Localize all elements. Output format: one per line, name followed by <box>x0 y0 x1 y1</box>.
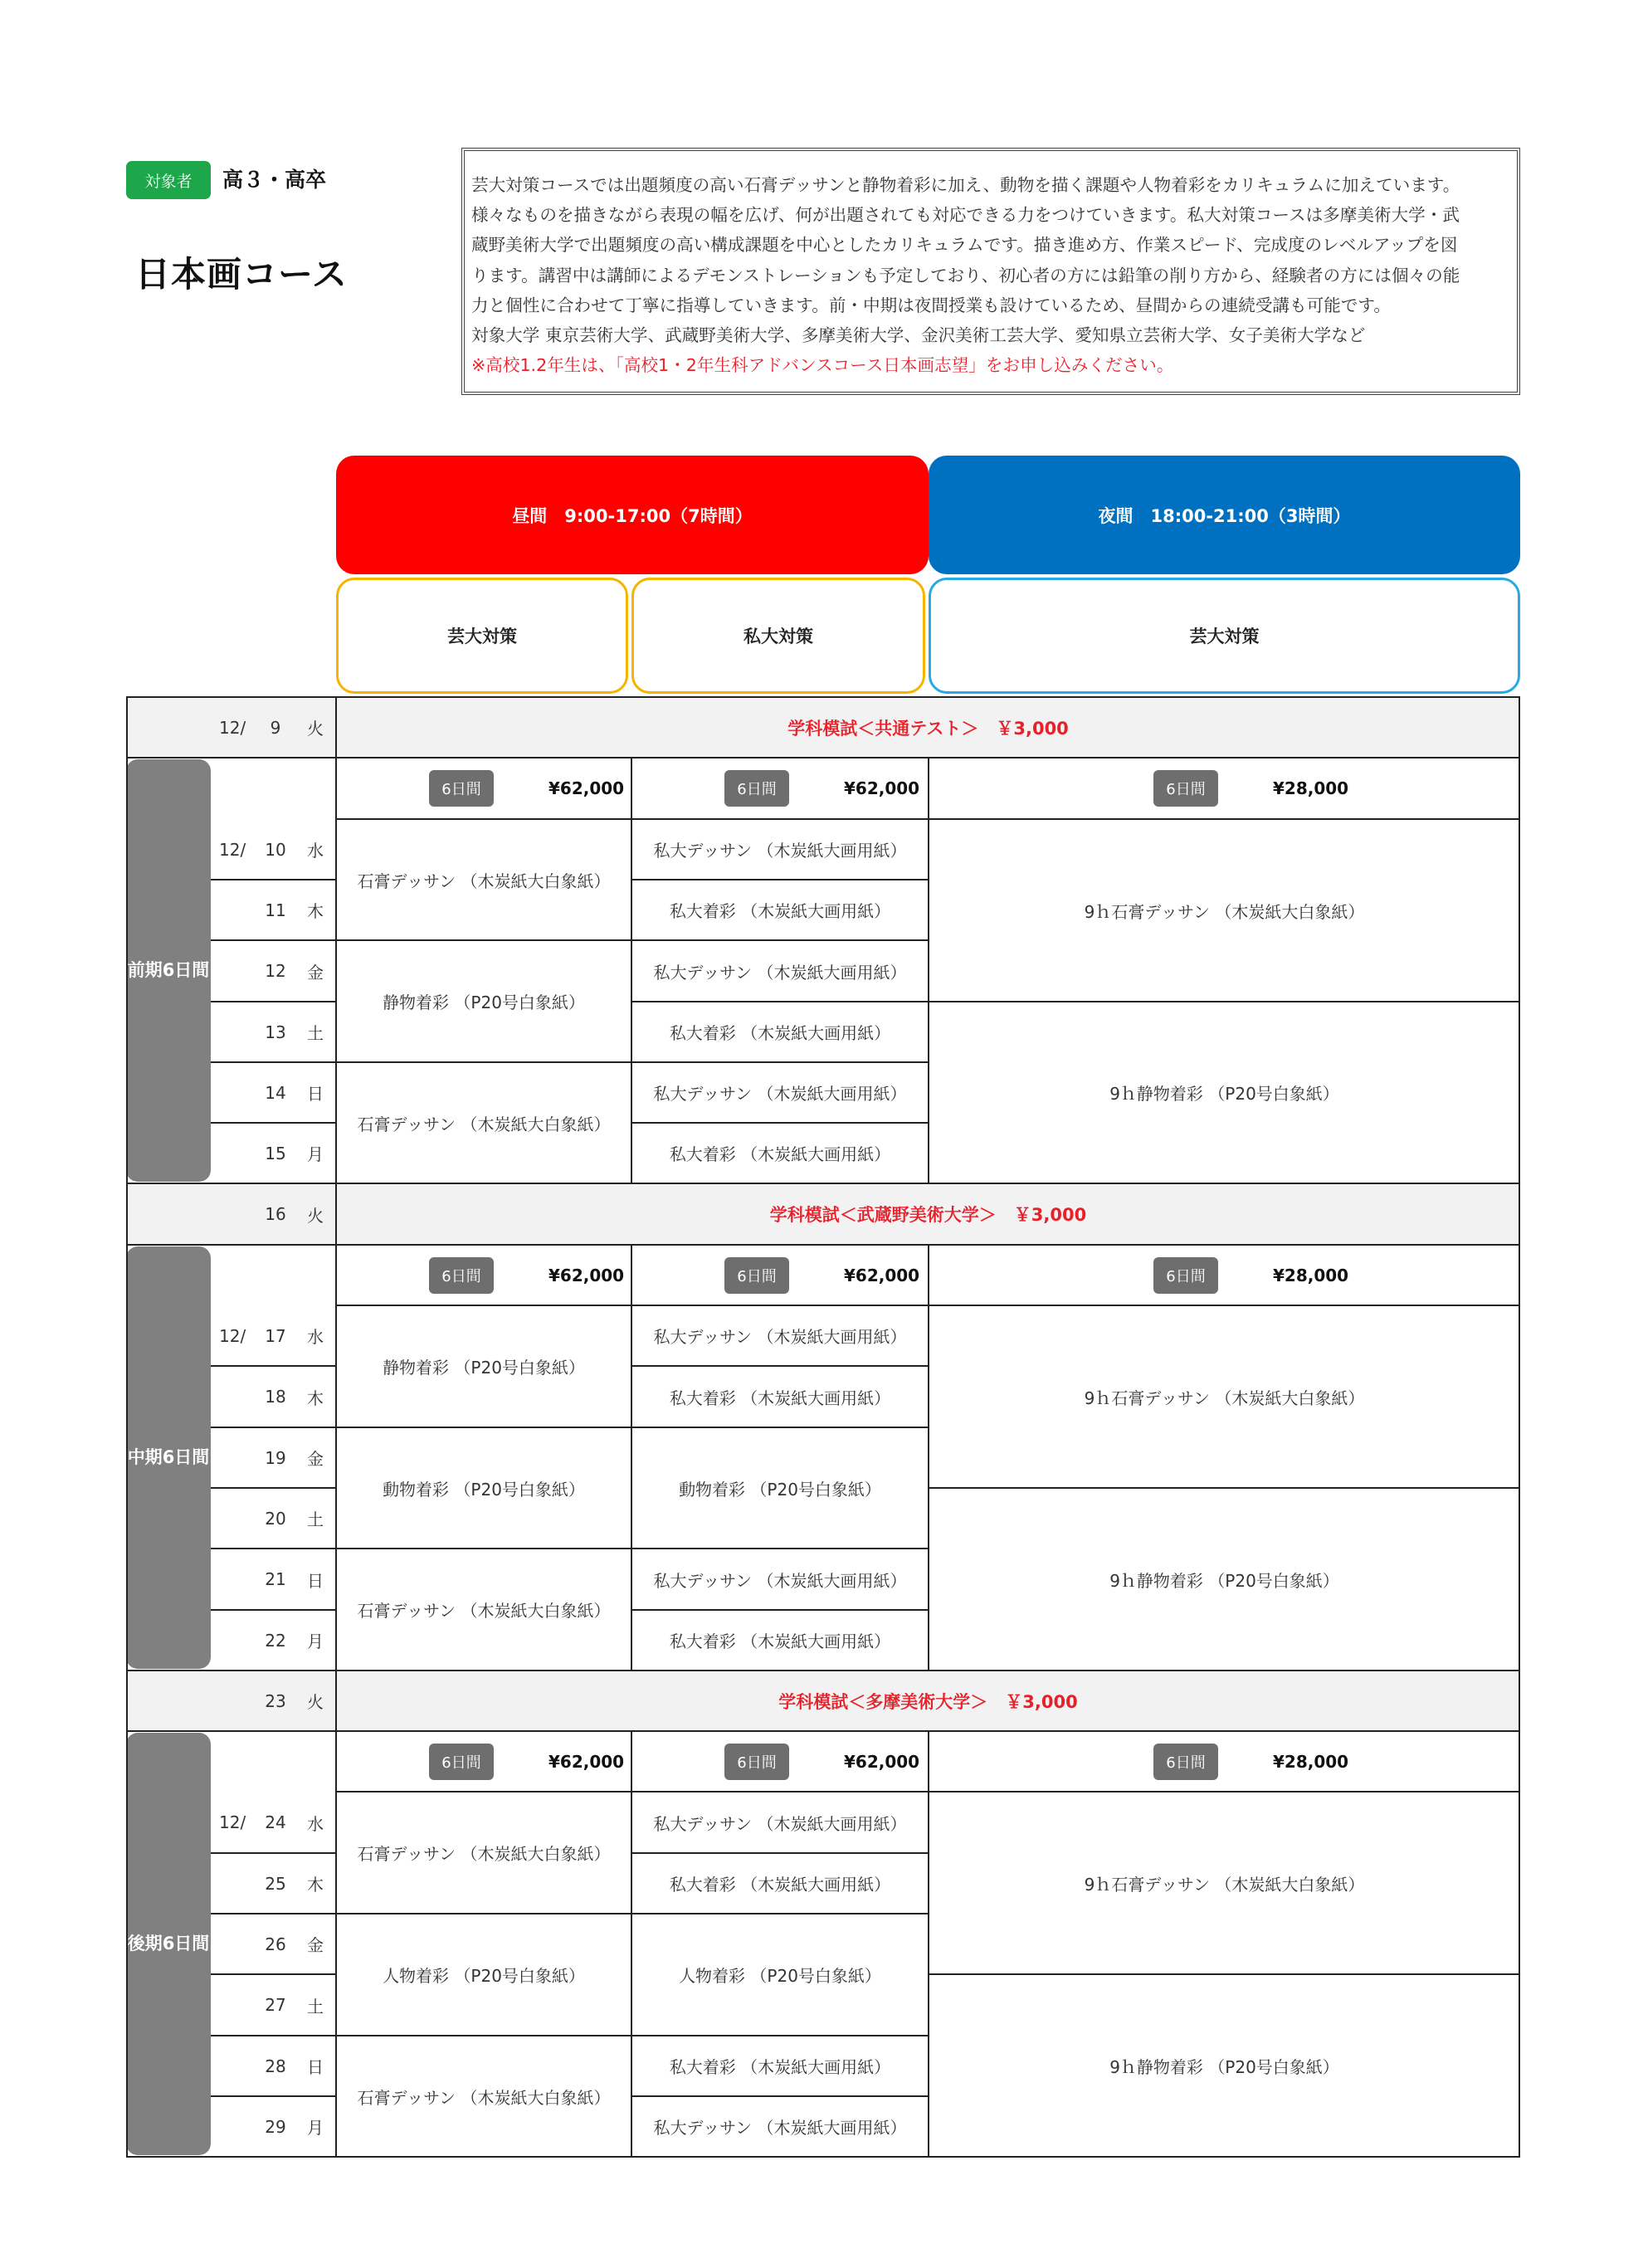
shidai-class: 私大デッサン （木炭紙大画用紙） <box>653 1327 907 1347</box>
price-value: ¥62,000 <box>548 778 625 798</box>
geidai-class: 人物着彩 （P20号白象紙） <box>383 1966 585 1986</box>
date-day: 9 <box>270 717 281 738</box>
price-cell <box>336 1731 631 1792</box>
target-badge: 対象者 <box>126 161 211 199</box>
geidai-class: 動物着彩 （P20号白象紙） <box>383 1479 585 1500</box>
date-day: 17 <box>265 1325 286 1346</box>
date-weekday: 日 <box>307 2057 324 2077</box>
shidai-class: 私大デッサン （木炭紙大画用紙） <box>653 1570 907 1591</box>
date-weekday: 水 <box>307 841 324 861</box>
date-day: 13 <box>265 1022 286 1042</box>
date-day: 14 <box>265 1082 286 1103</box>
price-cell <box>631 1245 929 1305</box>
duration-pill: 6日間 <box>1153 1744 1218 1780</box>
shidai-class: 人物着彩 （P20号白象紙） <box>679 1966 881 1986</box>
date-weekday: 木 <box>307 1388 324 1408</box>
daytime-header: 昼間 9:00-17:00（7時間） <box>336 456 929 574</box>
shidai-class: 私大着彩 （木炭紙大画用紙） <box>669 1144 891 1164</box>
price-cell <box>336 758 631 819</box>
grid-line <box>211 1487 336 1489</box>
date-day: 20 <box>265 1508 286 1529</box>
date-weekday: 土 <box>307 1023 324 1043</box>
price-cell <box>929 758 1520 819</box>
date-weekday: 木 <box>307 1875 324 1895</box>
grid-line <box>928 1731 929 2157</box>
grid-line <box>211 1061 336 1063</box>
grid-line <box>211 1001 336 1002</box>
date-weekday: 日 <box>307 1570 324 1591</box>
period-text: 後期 <box>127 1934 163 1953</box>
shidai-class: 私大着彩 （木炭紙大画用紙） <box>669 1875 891 1895</box>
duration-pill: 6日間 <box>724 770 789 807</box>
grid-line <box>335 1183 337 1245</box>
shidai-class: 私大デッサン （木炭紙大画用紙） <box>653 962 907 983</box>
date-month <box>219 880 252 940</box>
date-weekday: 木 <box>307 901 324 921</box>
grid-line <box>928 1245 929 1671</box>
date-month <box>219 1671 252 1731</box>
grid-line <box>211 2035 336 2036</box>
date-day: 10 <box>265 839 286 860</box>
schedule-table <box>126 697 1520 2158</box>
shidai-day-header: 私大対策 <box>631 578 925 694</box>
grid-line <box>335 1731 337 2157</box>
date-month: 12/ <box>219 1325 246 1346</box>
grid-line <box>126 2156 1520 2158</box>
date-day: 19 <box>265 1447 286 1468</box>
geidai-class: 石膏デッサン （木炭紙大白象紙） <box>357 1114 611 1134</box>
date-month: 12/ <box>219 1812 246 1832</box>
exam-label: 学科模試＜共通テスト＞ ￥3,000 <box>787 718 1069 739</box>
nighttime-header: 夜間 18:00-21:00（3時間） <box>929 456 1520 574</box>
price-cell <box>929 1245 1520 1305</box>
shidai-class: 私大デッサン （木炭紙大画用紙） <box>653 2118 907 2138</box>
shidai-class: 私大着彩 （木炭紙大画用紙） <box>669 2057 891 2077</box>
geidai-class: 石膏デッサン （木炭紙大白象紙） <box>357 1844 611 1864</box>
price-cell <box>336 1245 631 1305</box>
price-value: ¥62,000 <box>548 1265 625 1285</box>
grid-line <box>631 758 632 1183</box>
price-value: ¥28,000 <box>1273 1751 1349 1772</box>
date-weekday: 土 <box>307 1510 324 1529</box>
course-description <box>461 148 1520 395</box>
price-value: ¥62,000 <box>844 1265 920 1285</box>
description-line: 力と個性に合わせて丁寧に指導していきます。前・中期は夜間授業も設けているため、昼間からの連続受講も可能です。 <box>471 295 1391 315</box>
date-month <box>219 2036 252 2096</box>
geidai-class: 石膏デッサン （木炭紙大白象紙） <box>357 1601 611 1621</box>
night-class: 9ｈ静物着彩 （P20号白象紙） <box>1109 1570 1339 1591</box>
price-value: ¥62,000 <box>844 778 920 798</box>
date-day: 18 <box>265 1387 286 1407</box>
geidai-class: 石膏デッサン （木炭紙大白象紙） <box>357 871 611 891</box>
date-weekday: 水 <box>307 1327 324 1347</box>
date-weekday: 火 <box>307 1205 324 1226</box>
description-note: ※高校1.2年生は、「高校1・2年生科アドバンスコース日本画志望」をお申し込みください。 <box>471 355 1174 376</box>
price-cell <box>631 1731 929 1792</box>
duration-pill: 6日間 <box>724 1744 789 1780</box>
date-weekday: 金 <box>307 1449 324 1469</box>
grid-line <box>211 1913 336 1914</box>
price-value: ¥62,000 <box>548 1751 625 1772</box>
description-line: 様々なものを描きながら表現の幅を広げ、何が出題されても対応できる力をつけていきます。私大対策コースは多摩美術大学・武 <box>471 205 1460 226</box>
period-text: 前期 <box>127 960 163 980</box>
duration-pill: 6日間 <box>724 1257 789 1294</box>
date-month <box>219 1974 252 2036</box>
shidai-class: 私大着彩 （木炭紙大画用紙） <box>669 1631 891 1651</box>
period-text: 中期 <box>127 1447 163 1467</box>
date-day: 25 <box>265 1873 286 1894</box>
night-class: 9ｈ石膏デッサン （木炭紙大白象紙） <box>1084 1874 1365 1895</box>
date-month <box>219 1123 252 1183</box>
grid-line <box>211 1973 336 1975</box>
date-day: 15 <box>265 1143 286 1163</box>
date-weekday: 月 <box>307 1144 324 1164</box>
date-day: 23 <box>265 1690 286 1711</box>
period-label <box>126 1733 211 2155</box>
exam-label: 学科模試＜多摩美術大学＞ ￥3,000 <box>778 1691 1078 1712</box>
night-class: 9ｈ静物着彩 （P20号白象紙） <box>1109 2056 1339 2077</box>
date-weekday: 金 <box>307 1935 324 1955</box>
night-class: 9ｈ石膏デッサン （木炭紙大白象紙） <box>1084 901 1365 922</box>
grid-line <box>211 2095 336 2097</box>
date-month <box>219 1062 252 1123</box>
duration-pill: 6日間 <box>1153 1257 1218 1294</box>
description-line: 対象大学 東京芸術大学、武蔵野美術大学、多摩美術大学、金沢美術工芸大学、愛知県立芸術大学、女子美術大学など <box>471 325 1366 346</box>
shidai-class: 私大デッサン （木炭紙大画用紙） <box>653 1813 907 1834</box>
date-month <box>219 1914 252 1974</box>
shidai-class: 私大着彩 （木炭紙大画用紙） <box>669 1388 891 1408</box>
shidai-class: 私大デッサン （木炭紙大画用紙） <box>653 1084 907 1104</box>
date-day: 29 <box>265 2116 286 2137</box>
shidai-class: 私大着彩 （木炭紙大画用紙） <box>669 1023 891 1043</box>
shidai-class: 動物着彩 （P20号白象紙） <box>679 1479 881 1500</box>
grid-line <box>631 1731 632 2157</box>
date-day: 27 <box>265 1995 286 2015</box>
date-month <box>219 2096 252 2157</box>
grid-line <box>126 697 128 2157</box>
date-month: 12/ <box>219 839 246 860</box>
date-month <box>219 1549 252 1610</box>
grid-line <box>335 1245 337 1671</box>
night-class: 9ｈ石膏デッサン （木炭紙大白象紙） <box>1084 1388 1365 1408</box>
date-day: 22 <box>265 1630 286 1651</box>
duration-pill: 6日間 <box>429 1744 494 1780</box>
page-title: 日本画コース <box>135 254 348 295</box>
price-value: ¥28,000 <box>1273 778 1349 798</box>
date-month <box>219 1853 252 1914</box>
duration-pill: 6日間 <box>429 770 494 807</box>
grid-line <box>211 1609 336 1611</box>
date-day: 21 <box>265 1569 286 1589</box>
description-line: ります。講習中は講師によるデモンストレーションも予定しており、初心者の方には鉛筆の削り方から、経験者の方には個々の能 <box>471 265 1460 285</box>
period-label <box>126 759 211 1182</box>
geidai-class: 静物着彩 （P20号白象紙） <box>383 993 585 1012</box>
duration-pill: 6日間 <box>429 1257 494 1294</box>
date-day: 28 <box>265 2056 286 2076</box>
grid-line <box>211 1427 336 1428</box>
night-class: 9ｈ静物着彩 （P20号白象紙） <box>1109 1084 1339 1104</box>
exam-label: 学科模試＜武蔵野美術大学＞ ￥3,000 <box>769 1205 1087 1225</box>
period-label <box>126 1246 211 1669</box>
date-weekday: 月 <box>307 1631 324 1651</box>
date-month <box>219 1488 252 1549</box>
geidai-day-header: 芸大対策 <box>336 578 628 694</box>
price-cell <box>631 758 929 819</box>
date-weekday: 火 <box>307 1692 324 1712</box>
grid-line <box>335 1671 337 1731</box>
grid-line <box>211 1548 336 1549</box>
grid-line <box>335 697 337 758</box>
period-text: 6日間 <box>162 1447 210 1467</box>
price-value: ¥28,000 <box>1273 1265 1349 1285</box>
date-month <box>219 1366 252 1427</box>
description-line: 蔵野美術大学で出題頻度の高い構成課題を中心としたカリキュラムです。描き進め方、作業スピード、完成度のレベルアップを図 <box>471 235 1458 256</box>
date-month <box>219 1183 252 1245</box>
geidai-class: 静物着彩 （P20号白象紙） <box>383 1358 585 1378</box>
period-text: 6日間 <box>162 960 210 980</box>
price-cell <box>929 1731 1520 1792</box>
date-month <box>219 940 252 1002</box>
date-day: 24 <box>265 1812 286 1832</box>
geidai-night-header: 芸大対策 <box>929 578 1520 694</box>
grid-line <box>631 1245 632 1671</box>
shidai-class: 私大着彩 （木炭紙大画用紙） <box>669 901 891 921</box>
price-value: ¥62,000 <box>844 1751 920 1772</box>
duration-pill: 6日間 <box>1153 770 1218 807</box>
grid-line <box>211 1852 336 1854</box>
shidai-class: 私大デッサン （木炭紙大画用紙） <box>653 841 907 861</box>
date-weekday: 金 <box>307 962 324 983</box>
grid-line <box>335 758 337 1183</box>
date-day: 11 <box>265 900 286 920</box>
description-line: 芸大対策コースでは出題頻度の高い石膏デッサンと静物着彩に加え、動物を描く課題や人物着彩をカリキュラムに加えています。 <box>471 175 1460 195</box>
target-value: 高３・高卒 <box>222 168 327 192</box>
date-month <box>219 1427 252 1488</box>
date-day: 26 <box>265 1934 286 1954</box>
date-day: 12 <box>265 961 286 981</box>
date-weekday: 水 <box>307 1813 324 1834</box>
grid-line <box>1519 697 1520 2157</box>
date-weekday: 土 <box>307 1996 324 2017</box>
date-month: 12/ <box>219 717 246 738</box>
date-weekday: 火 <box>307 719 324 739</box>
geidai-class: 石膏デッサン （木炭紙大白象紙） <box>357 2087 611 2108</box>
date-weekday: 日 <box>307 1084 324 1104</box>
period-text: 6日間 <box>162 1934 210 1953</box>
grid-line <box>211 939 336 941</box>
date-month <box>219 1610 252 1671</box>
grid-line <box>211 1122 336 1124</box>
grid-line <box>211 879 336 880</box>
grid-line <box>211 1365 336 1367</box>
date-weekday: 月 <box>307 2118 324 2138</box>
date-month <box>219 1002 252 1062</box>
grid-line <box>928 758 929 1183</box>
date-day: 16 <box>265 1204 286 1224</box>
